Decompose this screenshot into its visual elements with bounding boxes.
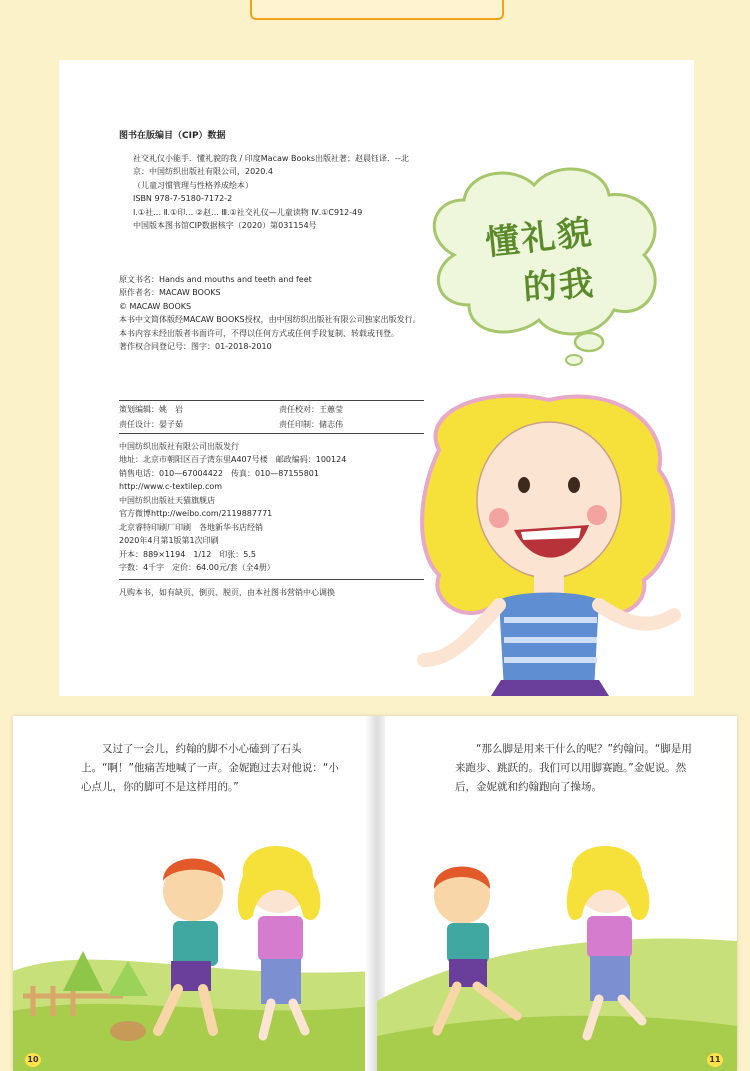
page-number-right: 11 <box>707 1053 723 1067</box>
cip-line: Ⅰ.①社… Ⅱ.①印… ②赵… Ⅲ.①社交礼仪—儿童读物 Ⅳ.①C912-49 <box>133 207 363 217</box>
staff-designer: 责任设计：晏子茹 <box>119 419 183 429</box>
cip-heading: 图书在版编目（CIP）数据 <box>119 131 226 141</box>
cip-block <box>119 130 424 599</box>
rights-line: © MACAW BOOKS <box>119 301 192 311</box>
story-spread <box>13 716 737 1071</box>
page-number-left: 10 <box>25 1053 41 1067</box>
rights-line: 本书中文简体版经MACAW BOOKS授权，由中国纺织出版社有限公司独家出版发行。本书内容未经出版者书面许可，不得以任何方式或任何手段复制、转载或刊登。 <box>119 315 421 338</box>
publisher-line: 字数：4千字 定价：64.00元/套（全4册） <box>119 563 275 572</box>
top-banner <box>250 0 504 20</box>
publisher-line: 2020年4月第1版第1次印刷 <box>119 536 219 545</box>
notice: 凡购本书，如有缺页、倒页、脱页，由本社图书营销中心调换 <box>119 587 335 597</box>
copyright-spread <box>59 60 694 696</box>
rights-line: 原文书名：Hands and mouths and teeth and feet <box>119 274 312 284</box>
publisher-line: 官方微博http://weibo.com/2119887771 <box>119 509 273 518</box>
publisher-line: 中国纺织出版社有限公司出版发行 <box>119 441 239 451</box>
publisher-line: 北京睿特印刷厂印刷 各地新华书店经销 <box>119 522 263 532</box>
running-illustration-icon <box>377 821 737 1071</box>
stub-toe-illustration-icon <box>13 821 373 1071</box>
book-title-line2: 的我 <box>521 263 597 309</box>
publisher-line: 销售电话：010—67004422 传真：010—87155801 <box>119 468 319 478</box>
cip-line: 社交礼仪小能手．懂礼貌的我 / 印度Macaw Books出版社著；赵晨钰译．--北京：中国纺织出版社有限公司，2020.4 <box>133 153 409 176</box>
publisher-line: http://www.c-textilep.com <box>119 482 223 491</box>
publisher-line: 地址：北京市朝阳区百子湾东里A407号楼 邮政编码：100124 <box>119 455 347 464</box>
divider <box>119 579 424 580</box>
story-right-text: “那么脚是用来干什么的呢？”约翰问。“脚是用来跑步、跳跃的。我们可以用脚赛跑。”金妮说。然后，金妮就和约翰跑向了操场。 <box>455 743 692 793</box>
publisher-line: 中国纺织出版社天猫旗舰店 <box>119 495 215 505</box>
book-title-line1: 懂礼貌 <box>483 212 596 264</box>
publisher-line: 开本：889×1194 1/12 印张：5.5 <box>119 549 257 559</box>
staff-proofreader: 责任校对：王蕙莹 <box>279 404 343 414</box>
cip-line: ISBN 978-7-5180-7172-2 <box>133 194 233 203</box>
staff-printing: 责任印制：储志伟 <box>279 419 343 429</box>
rights-line: 著作权合同登记号：图字：01-2018-2010 <box>119 342 272 351</box>
staff-row <box>119 418 424 431</box>
staff-row <box>119 403 424 416</box>
story-left-text: 又过了一会儿，约翰的脚不小心磕到了石头上。“啊！”他痛苦地喊了一声。金妮跑过去对他说：“小心点儿，你的脚可不是这样用的。” <box>81 743 339 793</box>
divider <box>119 400 424 401</box>
rights-line: 原作者名：MACAW BOOKS <box>119 288 221 297</box>
staff-editor: 策划编辑：姚 岩 <box>119 404 183 414</box>
girl-illustration-icon <box>409 390 689 696</box>
cip-line: （儿童习惯管理与性格养成绘本） <box>133 180 253 190</box>
cip-line: 中国版本图书馆CIP数据核字（2020）第031154号 <box>133 221 317 230</box>
